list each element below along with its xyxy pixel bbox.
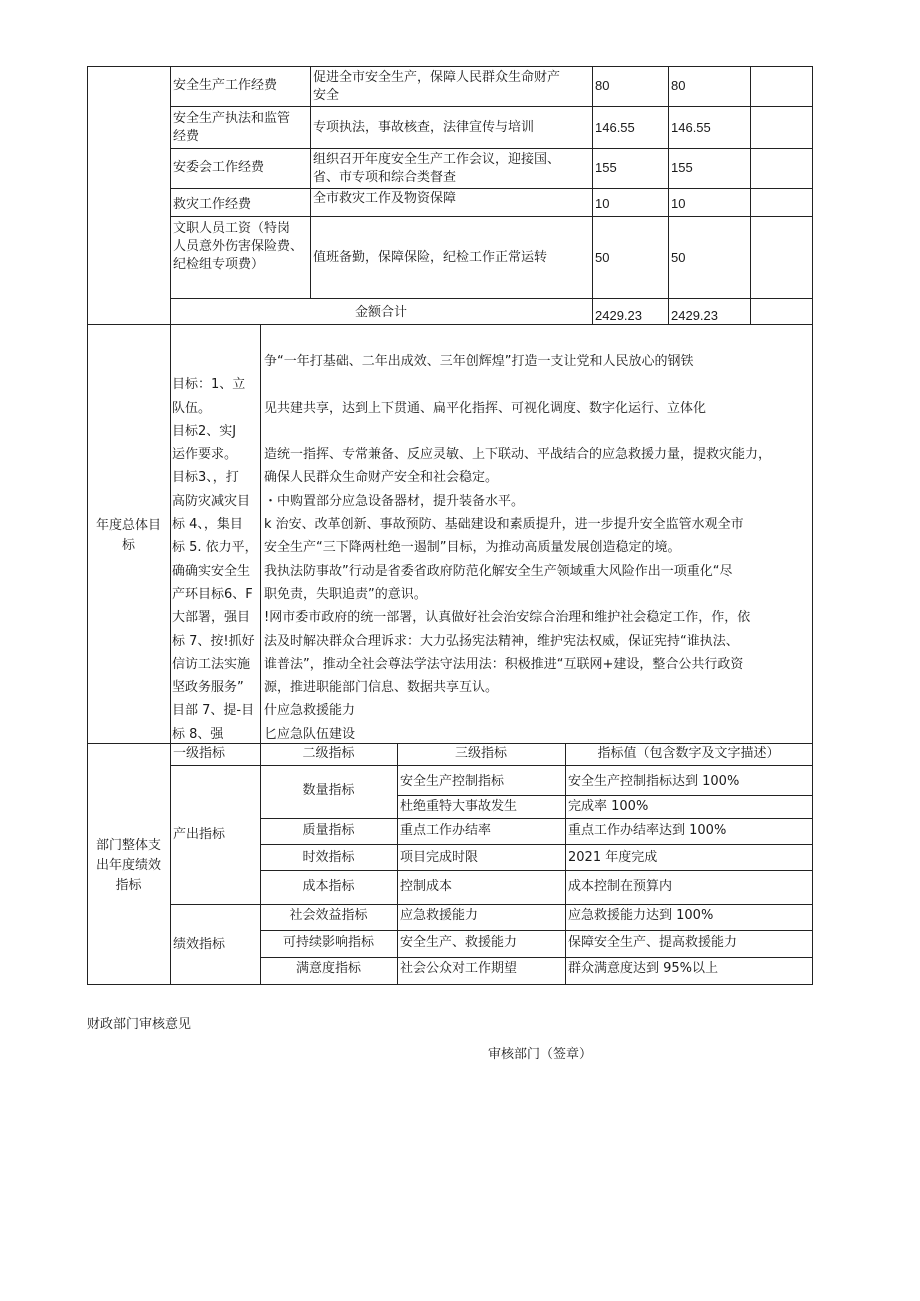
goal-right-line: 什应急救援能力	[264, 703, 356, 719]
finance-review-opinion: 财政部门审核意见	[87, 1017, 192, 1032]
budget-value: 146.55	[595, 120, 635, 135]
goal-left-line: 信访工法实施	[172, 656, 251, 672]
budget-item: 安全生产执法和监管 经费	[173, 111, 291, 144]
goal-right-line: 争“一年打基础、二年出成效、三年创辉煌”打造一支让党和人民放心的钢铁	[264, 354, 694, 369]
goal-left-line: 目标：1、立	[172, 377, 246, 393]
budget-desc: 全市救灾工作及物资保障	[313, 191, 457, 206]
goal-left-line: 产环目标6、F	[172, 586, 253, 602]
level2-cell: 成本指标	[302, 879, 355, 894]
goal-right-line: 谁普法”，推动全社会尊法学法守法用法：积极推进“互联网+建设，整合公共行政资	[264, 656, 744, 672]
level2-cell: 可持续影响指标	[282, 935, 374, 950]
goal-left-line: 目部 7、提-目	[172, 703, 255, 719]
value-cell: 重点工作办结率达到 100%	[568, 823, 727, 838]
effect-indicator-label: 绩效指标	[173, 937, 226, 952]
annual-goal-right-column	[264, 350, 812, 746]
level3-cell: 控制成本	[400, 879, 453, 894]
level3-cell: 杜绝重特大事故发生	[400, 799, 518, 814]
budget-value: 10	[671, 196, 686, 211]
annual-goal-left-column	[172, 350, 262, 746]
goal-right-line	[264, 420, 812, 443]
budget-item: 安委会工作经费	[173, 160, 265, 175]
budget-item: 文职人员工资（特岗 人员意外伤害保险费、 纪检组专项费）	[173, 221, 304, 272]
value-cell: 应急救援能力达到 100%	[568, 908, 714, 923]
goal-left-line: 标 7、按!抓好	[172, 633, 255, 649]
goal-left-line: 确确实安全生	[172, 563, 251, 579]
output-indicator-label: 产出指标	[173, 827, 226, 842]
header-level2: 二级指标	[302, 746, 355, 761]
budget-desc: 组织召开年度安全生产工作会议，迎接国、 省、市专项和综合类督查	[313, 152, 561, 185]
goal-right-line: 法及时解决群众合理诉求：大力弘扬宪法精神，维护宪法权威，保证宪持“谁执法、	[264, 633, 739, 649]
goal-right-line: 匕应急队伍建设	[264, 726, 356, 742]
goal-right-line	[264, 373, 812, 396]
value-cell: 群众满意度达到 95%以上	[568, 961, 719, 976]
review-seal-label: 审核部门（签章）	[488, 1047, 593, 1062]
goal-left-line: 目标3、，打	[172, 470, 239, 486]
budget-value: 155	[595, 160, 617, 175]
goal-left-line: 标 4、，集目	[172, 517, 243, 533]
budget-value: 50	[595, 250, 610, 265]
budget-value: 146.55	[671, 120, 711, 135]
level3-cell: 安全生产控制指标	[400, 774, 505, 789]
goal-left-line: 大部署，强目	[172, 610, 251, 626]
quantity-indicator-label: 数量指标	[302, 783, 355, 798]
level3-cell: 安全生产、救援能力	[400, 935, 518, 950]
goal-left-line: 标 5. 依力平，	[172, 540, 258, 556]
value-cell: 成本控制在预算内	[568, 879, 673, 894]
budget-desc: 促进全市安全生产，保障人民群众生命财产 安全	[313, 70, 561, 103]
budget-value: 80	[671, 78, 686, 93]
value-cell: 保障安全生产、提高救援能力	[568, 935, 738, 950]
total-value: 2429.23	[671, 308, 718, 323]
goal-left-line: 坚政务服务”	[172, 680, 244, 696]
header-level1: 一级指标	[173, 746, 226, 761]
goal-right-line: 我执法防事故”行动是省委省政府防范化解安全生产领域重大风险作出一项重化“尽	[264, 563, 733, 579]
total-value: 2429.23	[595, 308, 642, 323]
header-level3: 三级指标	[454, 746, 507, 761]
level2-cell: 质量指标	[302, 823, 355, 838]
goal-right-line: 见共建共享，达到上下贯通、扁平化指挥、可视化调度、数字化运行、立体化	[264, 400, 707, 416]
value-cell: 2021 年度完成	[568, 850, 658, 865]
goal-left-line: 运作要求。	[172, 447, 238, 463]
budget-value: 155	[671, 160, 693, 175]
budget-item: 安全生产工作经费	[173, 78, 278, 93]
budget-desc: 专项执法，事故核查，法律宣传与培训	[313, 120, 535, 135]
level2-cell: 满意度指标	[295, 961, 361, 976]
value-cell: 完成率 100%	[568, 799, 649, 814]
budget-desc: 值班备勤，保障保险，纪检工作正常运转	[313, 250, 548, 265]
level3-cell: 应急救援能力	[400, 908, 479, 923]
budget-value: 50	[671, 250, 686, 265]
goal-right-line: !网市委市政府的统一部署，认真做好社会治安综合治理和维护社会稳定工作，作，依	[264, 610, 751, 626]
level3-cell: 社会公众对工作期望	[400, 961, 518, 976]
goal-right-line: 造统一指挥、专常兼备、反应灵敏、上下联动、平战结合的应急救援力量，提救灾能力，	[264, 447, 772, 463]
header-value: 指标值（包含数字及文字描述）	[597, 746, 780, 761]
budget-value: 80	[595, 78, 610, 93]
goal-left-line: 目标2、实J	[172, 423, 237, 439]
level3-cell: 项目完成时限	[400, 850, 479, 865]
goal-right-line: 确保人民群众生命财产安全和社会稳定。	[264, 470, 499, 486]
goal-right-line: 安全生产“三下降两杜绝一遏制”目标，为推动高质量发展创造稳定的境。	[264, 540, 681, 556]
goal-right-line: 源，推进职能部门信息、数据共享互认。	[264, 680, 499, 696]
budget-value: 10	[595, 196, 610, 211]
annual-goal-label: 年度总体目 标	[95, 518, 161, 553]
goal-left-line: 队伍。	[172, 400, 212, 416]
level2-cell: 社会效益指标	[289, 908, 368, 923]
budget-item: 救灾工作经费	[173, 197, 252, 212]
level3-cell: 重点工作办结率	[400, 823, 492, 838]
indicator-section-label: 部门整体支 出年度绩效 指标	[95, 838, 161, 893]
goal-right-line: k 治安、改革创新、事故预防、基础建设和素质提升，进一步提升安全监管水观全市	[264, 517, 744, 533]
goal-left-line	[172, 350, 262, 373]
level2-cell: 时效指标	[302, 850, 355, 865]
value-cell: 安全生产控制指标达到 100%	[568, 774, 740, 789]
goal-right-line: ・中购置部分应急设备器材，提升装备水平。	[264, 493, 525, 509]
goal-right-line: 职免责，失职追责”的意识。	[264, 586, 427, 602]
total-label: 金额合计	[354, 305, 407, 320]
goal-left-line: 标 8、强	[172, 726, 224, 742]
goal-left-line: 高防灾减灾目	[172, 493, 251, 509]
